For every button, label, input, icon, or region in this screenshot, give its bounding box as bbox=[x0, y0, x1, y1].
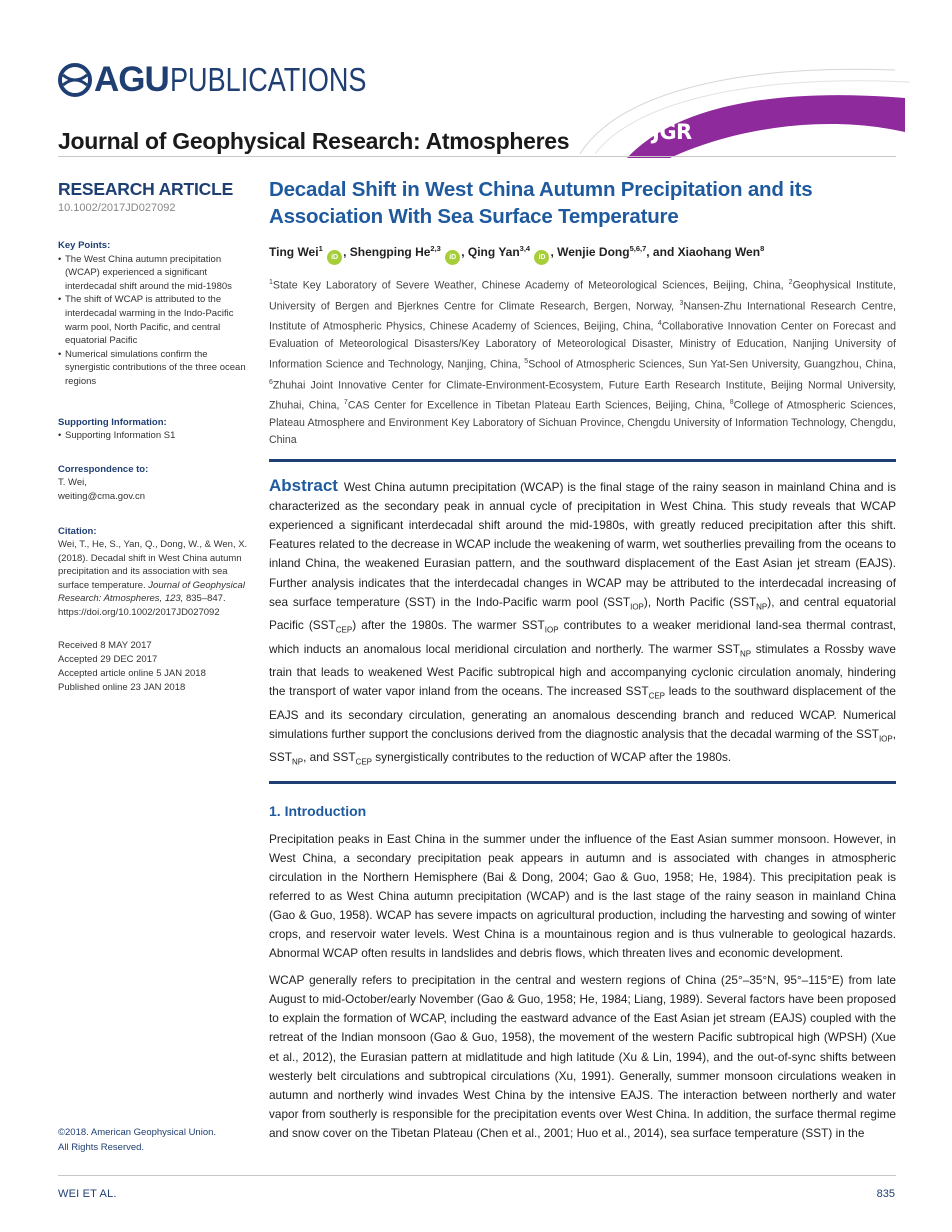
author-separator: , and bbox=[646, 245, 678, 259]
date-accepted: Accepted 29 DEC 2017 bbox=[58, 653, 158, 665]
orcid-icon[interactable]: iD bbox=[534, 250, 549, 265]
abstract-body bbox=[269, 480, 897, 767]
abstract-subscript: IOP bbox=[878, 733, 893, 743]
sidebar bbox=[58, 178, 248, 695]
abstract-top-rule bbox=[269, 459, 896, 462]
abstract-text: stimulates a Rossby wave train that leads to weakened West Pacific subtropical high and accompanying cyclonic circulation anomaly, hindering the transport of water vapor inland from the oceans. The increased SST bbox=[269, 641, 896, 699]
section-heading-introduction: 1. Introduction bbox=[269, 802, 367, 819]
copyright-line-1: ©2018. American Geophysical Union. bbox=[58, 1127, 217, 1138]
correspondence-email[interactable]: weiting@cma.gov.cn bbox=[58, 490, 146, 502]
author-affiliation-ref: 2,3 bbox=[430, 244, 441, 253]
key-point-item: • The West China autumn precipitation (WCAP) experienced a significant interdecadal shift around the mid-1980s bbox=[58, 253, 248, 294]
agu-publications-logo bbox=[58, 60, 409, 100]
introduction-paragraph-1: Precipitation peaks in East China in the summer under the influence of the East Asian summer monsoon. However, in West China, a secondary precipitation peak appears in autumn and is associated with changes in atmospheric circulation in the Northern Hemisphere (Bai & Dong, 2004; Gao & Guo, 1958; He, 1984). This precipitation peak is referred to as West China autumn precipitation (WCAP) and is the last stage of the rainy season in mainland China (Gao & Guo, 1958). WCAP has severe impacts on agricultural production, including the harvesting and sowing of winter crops, and reservoir water levels. West China is a mountainous region and is thus vulnerable to geological hazards. Abnormal WCAP often results in landslides and debris flows, which threaten lives and economic development. bbox=[269, 831, 896, 961]
citation-heading: Citation: bbox=[58, 525, 97, 537]
orcid-icon[interactable]: iD bbox=[327, 250, 342, 265]
key-points bbox=[58, 239, 248, 389]
abstract-subscript: IOP bbox=[630, 601, 644, 611]
key-point-item: • The shift of WCAP is attributed to the interdecadal warming in the Indo-Pacific warm pool, North Pacific, and central equatorial Pacific bbox=[58, 293, 248, 347]
abstract-subscript: IOP bbox=[544, 625, 559, 635]
affiliation-text: Geophysical Institute, University of Bergen and Bjerknes Centre for Climate Research, Bergen, Norway, bbox=[269, 279, 896, 313]
abstract-subscript: CEP bbox=[355, 757, 372, 767]
affiliations bbox=[269, 274, 896, 449]
affiliation-number: 1 bbox=[269, 279, 273, 286]
affiliation-text: Nansen-Zhu International Research Centre, Institute of Atmospheric Physics, Chinese Academy of Sciences, Beijing, China, bbox=[269, 300, 896, 333]
affiliation-text: College of Atmospheric Sciences, Plateau Atmosphere and Environment Key Laboratory of Sichuan Province, Chengdu University of Information Technology, Chengdu, China bbox=[269, 399, 896, 446]
abstract-text: , and SST bbox=[303, 750, 356, 765]
abstract-text: leads to the southward displacement of the EAJS and its secondary circulation, generating an anomalous descending branch and reduced WCAP. Numerical simulations further support the conclusions derived from the diagnostic analysis that the decadal warming of the SST bbox=[269, 684, 896, 741]
affiliation-text: Collaborative Innovation Center on Forecast and Evaluation of Meteorological Disasters/Key Laboratory of Meteorological Disaster, Ministry of Education, Nanjing University of Information Science and Technology, Nanjing, China, bbox=[269, 320, 896, 371]
introduction-paragraph-2: WCAP generally refers to precipitation in the central and western regions of China (25°–35°N, 95°–115°E) from late August to mid-October/early November (Gao & Guo, 1958; He, 1984; Liang, 1989). Several factors have been proposed to explain the formation of WCAP, including the eastward advance of the East Asian jet stream (EAJS) coupled with the retreat of the Indian monsoon (Gao & Guo, 1958), the movement of the western Pacific subtropical high (WPSH) (Xue et al., 2012), the Eurasian pattern at midlatitude and high latitude (Xu & Lin, 1994), and the out-of-sync shifts between westerly belt circulations and subtropical circulations (Xu, 1991). Generally, summer monsoon circulations weaken in autumn and northerly wind invades West China by the intensive EAJS. The interaction between northerly and water vapor from southerly is responsible for the precipitation events over West China. In addition, the surface thermal regime and snow cover on the Tibetan Plateau (Chen et al., 2001; Huo et al., 2014), sea surface temperature (SST) in the bbox=[269, 973, 896, 1140]
affiliation-number: 3 bbox=[679, 299, 684, 307]
affiliation-number: 6 bbox=[269, 378, 273, 386]
paper-title: Decadal Shift in West China Autumn Precipitation and its Association With Sea Surface Temperature bbox=[269, 178, 813, 228]
author-name: Qing Yan bbox=[467, 245, 520, 259]
citation-authors-title: Wei, T., He, S., Yan, Q., Dong, W., & Wen, X. (2018). Decadal shift in West China autumn precipitation and its association with sea surface temperature. bbox=[58, 539, 248, 591]
supporting-information bbox=[58, 416, 248, 443]
author-name: Xiaohang Wen bbox=[677, 245, 761, 259]
logo-publications-text: PUBLICATIONS bbox=[169, 61, 367, 98]
correspondence-heading: Correspondence to: bbox=[58, 463, 149, 475]
author-separator: , bbox=[343, 245, 350, 259]
publication-dates bbox=[58, 639, 248, 695]
agu-globe-icon bbox=[58, 63, 92, 97]
article-doi[interactable]: 10.1002/2017JD027092 bbox=[58, 202, 176, 214]
date-published-online: Published online 23 JAN 2018 bbox=[58, 681, 186, 693]
affiliation-number: 4 bbox=[657, 320, 662, 328]
key-points-list bbox=[58, 253, 248, 389]
abstract-text: synergistically contributes to the reduction of WCAP after the 1980s. bbox=[372, 750, 732, 765]
affiliation-text: Zhuhai Joint Innovative Center for Climate-Environment-Ecosystem, Future Earth Research Institute, Beijing Normal University, Zhuhai, China, bbox=[269, 379, 896, 412]
date-received: Received 8 MAY 2017 bbox=[58, 639, 152, 651]
copyright bbox=[58, 1126, 216, 1155]
author-separator: , bbox=[461, 245, 468, 259]
affiliation-number: 7 bbox=[343, 399, 348, 407]
correspondence-name: T. Wei, bbox=[58, 477, 87, 489]
affiliation-number: 2 bbox=[788, 279, 793, 286]
author-affiliation-ref: 1 bbox=[318, 244, 323, 253]
footer-divider bbox=[58, 1175, 896, 1176]
header-divider bbox=[58, 156, 896, 157]
abstract-text: West China autumn precipitation (WCAP) is the final stage of the rainy season in mainland China and is characterized as the secondary peak in annual cycle of precipitation in West China. This study reveals that WCAP experienced a significant interdecadal shift around the mid-1980s, with greatly reduced precipitation after this shift. Features related to the decrease in WCAP include the weakening of warm, wet southerlies prevailing from the oceans to inland China, the weakened Eurasian pattern, and the southward displacement of the East Asian jet stream (EAJS). Further analysis indicates that the interdecadal changes in WCAP may be attributed to the interdecadal increasing of sea surface temperature (SST) in the Indo-Pacific warm pool (SST bbox=[269, 480, 896, 609]
author-affiliation-ref: 8 bbox=[760, 244, 765, 253]
author-name: Wenjie Dong bbox=[557, 245, 630, 259]
author-affiliation-ref: 3,4 bbox=[519, 244, 531, 253]
citation bbox=[58, 525, 248, 620]
abstract-subscript: CEP bbox=[335, 625, 353, 635]
key-points-heading: Key Points: bbox=[58, 240, 111, 251]
date-accepted-online: Accepted article online 5 JAN 2018 bbox=[58, 667, 206, 679]
abstract-text: ), North Pacific (SST bbox=[643, 594, 757, 609]
abstract-heading: Abstract bbox=[269, 476, 338, 496]
abstract bbox=[269, 476, 896, 771]
logo-agu-text: AGU bbox=[94, 60, 169, 99]
article-type: RESEARCH ARTICLE bbox=[58, 179, 234, 199]
citation-pages-doi[interactable]: 835–847. https://doi.org/10.1002/2017JD027092 bbox=[58, 593, 226, 619]
affiliation-number: 5 bbox=[524, 357, 529, 365]
author-list bbox=[269, 240, 896, 265]
author-separator: , bbox=[550, 245, 558, 259]
supporting-info-link[interactable]: • Supporting Information S1 bbox=[58, 429, 248, 443]
journal-title: Journal of Geophysical Research: Atmospheres bbox=[58, 128, 570, 154]
affiliation-text: State Key Laboratory of Severe Weather, Chinese Academy of Meteorological Sciences, Beijing, China, bbox=[272, 279, 789, 292]
supporting-info-heading: Supporting Information: bbox=[58, 416, 167, 428]
affiliation-text: School of Atmospheric Sciences, Sun Yat-Sen University, Guangzhou, China, bbox=[528, 358, 896, 371]
abstract-subscript: NP bbox=[291, 757, 304, 767]
affiliation-number: 8 bbox=[729, 399, 734, 407]
page-number: 835 bbox=[876, 1188, 895, 1200]
abstract-text: , SST bbox=[269, 726, 896, 765]
abstract-subscript: CEP bbox=[648, 691, 666, 701]
abstract-text: ) after the 1980s. The warmer SST bbox=[352, 618, 545, 633]
orcid-icon[interactable]: iD bbox=[445, 250, 460, 265]
author-affiliation-ref: 5,6,7 bbox=[629, 244, 647, 253]
jgr-badge: JGR bbox=[652, 120, 692, 144]
abstract-bottom-rule bbox=[269, 781, 896, 784]
footer-running-head: WEI ET AL. bbox=[58, 1188, 117, 1200]
abstract-text: contributes to a weaker meridional land-sea thermal contrast, which inducts an anomalous local meridional circulation and northerly. The warmer SST bbox=[269, 618, 897, 656]
author-name: Shengping He bbox=[349, 245, 431, 259]
affiliation-text: CAS Center for Excellence in Tibetan Plateau Earth Sciences, Beijing, China, bbox=[347, 399, 730, 412]
correspondence bbox=[58, 463, 248, 504]
jgr-swoosh-graphic bbox=[575, 62, 915, 158]
supporting-info-list bbox=[58, 429, 248, 443]
abstract-subscript: NP bbox=[756, 601, 768, 611]
citation-text bbox=[58, 538, 248, 620]
abstract-text: ), and central equatorial Pacific (SST bbox=[269, 594, 896, 633]
copyright-line-2: All Rights Reserved. bbox=[58, 1141, 145, 1153]
author-name: Ting Wei bbox=[269, 245, 319, 259]
main-column bbox=[269, 176, 896, 1143]
citation-journal: Journal of Geophysical Research: Atmospheres, 123, bbox=[58, 579, 245, 605]
key-point-item: • Numerical simulations confirm the synergistic contributions of the three ocean regions bbox=[58, 348, 248, 389]
abstract-subscript: NP bbox=[739, 648, 752, 658]
